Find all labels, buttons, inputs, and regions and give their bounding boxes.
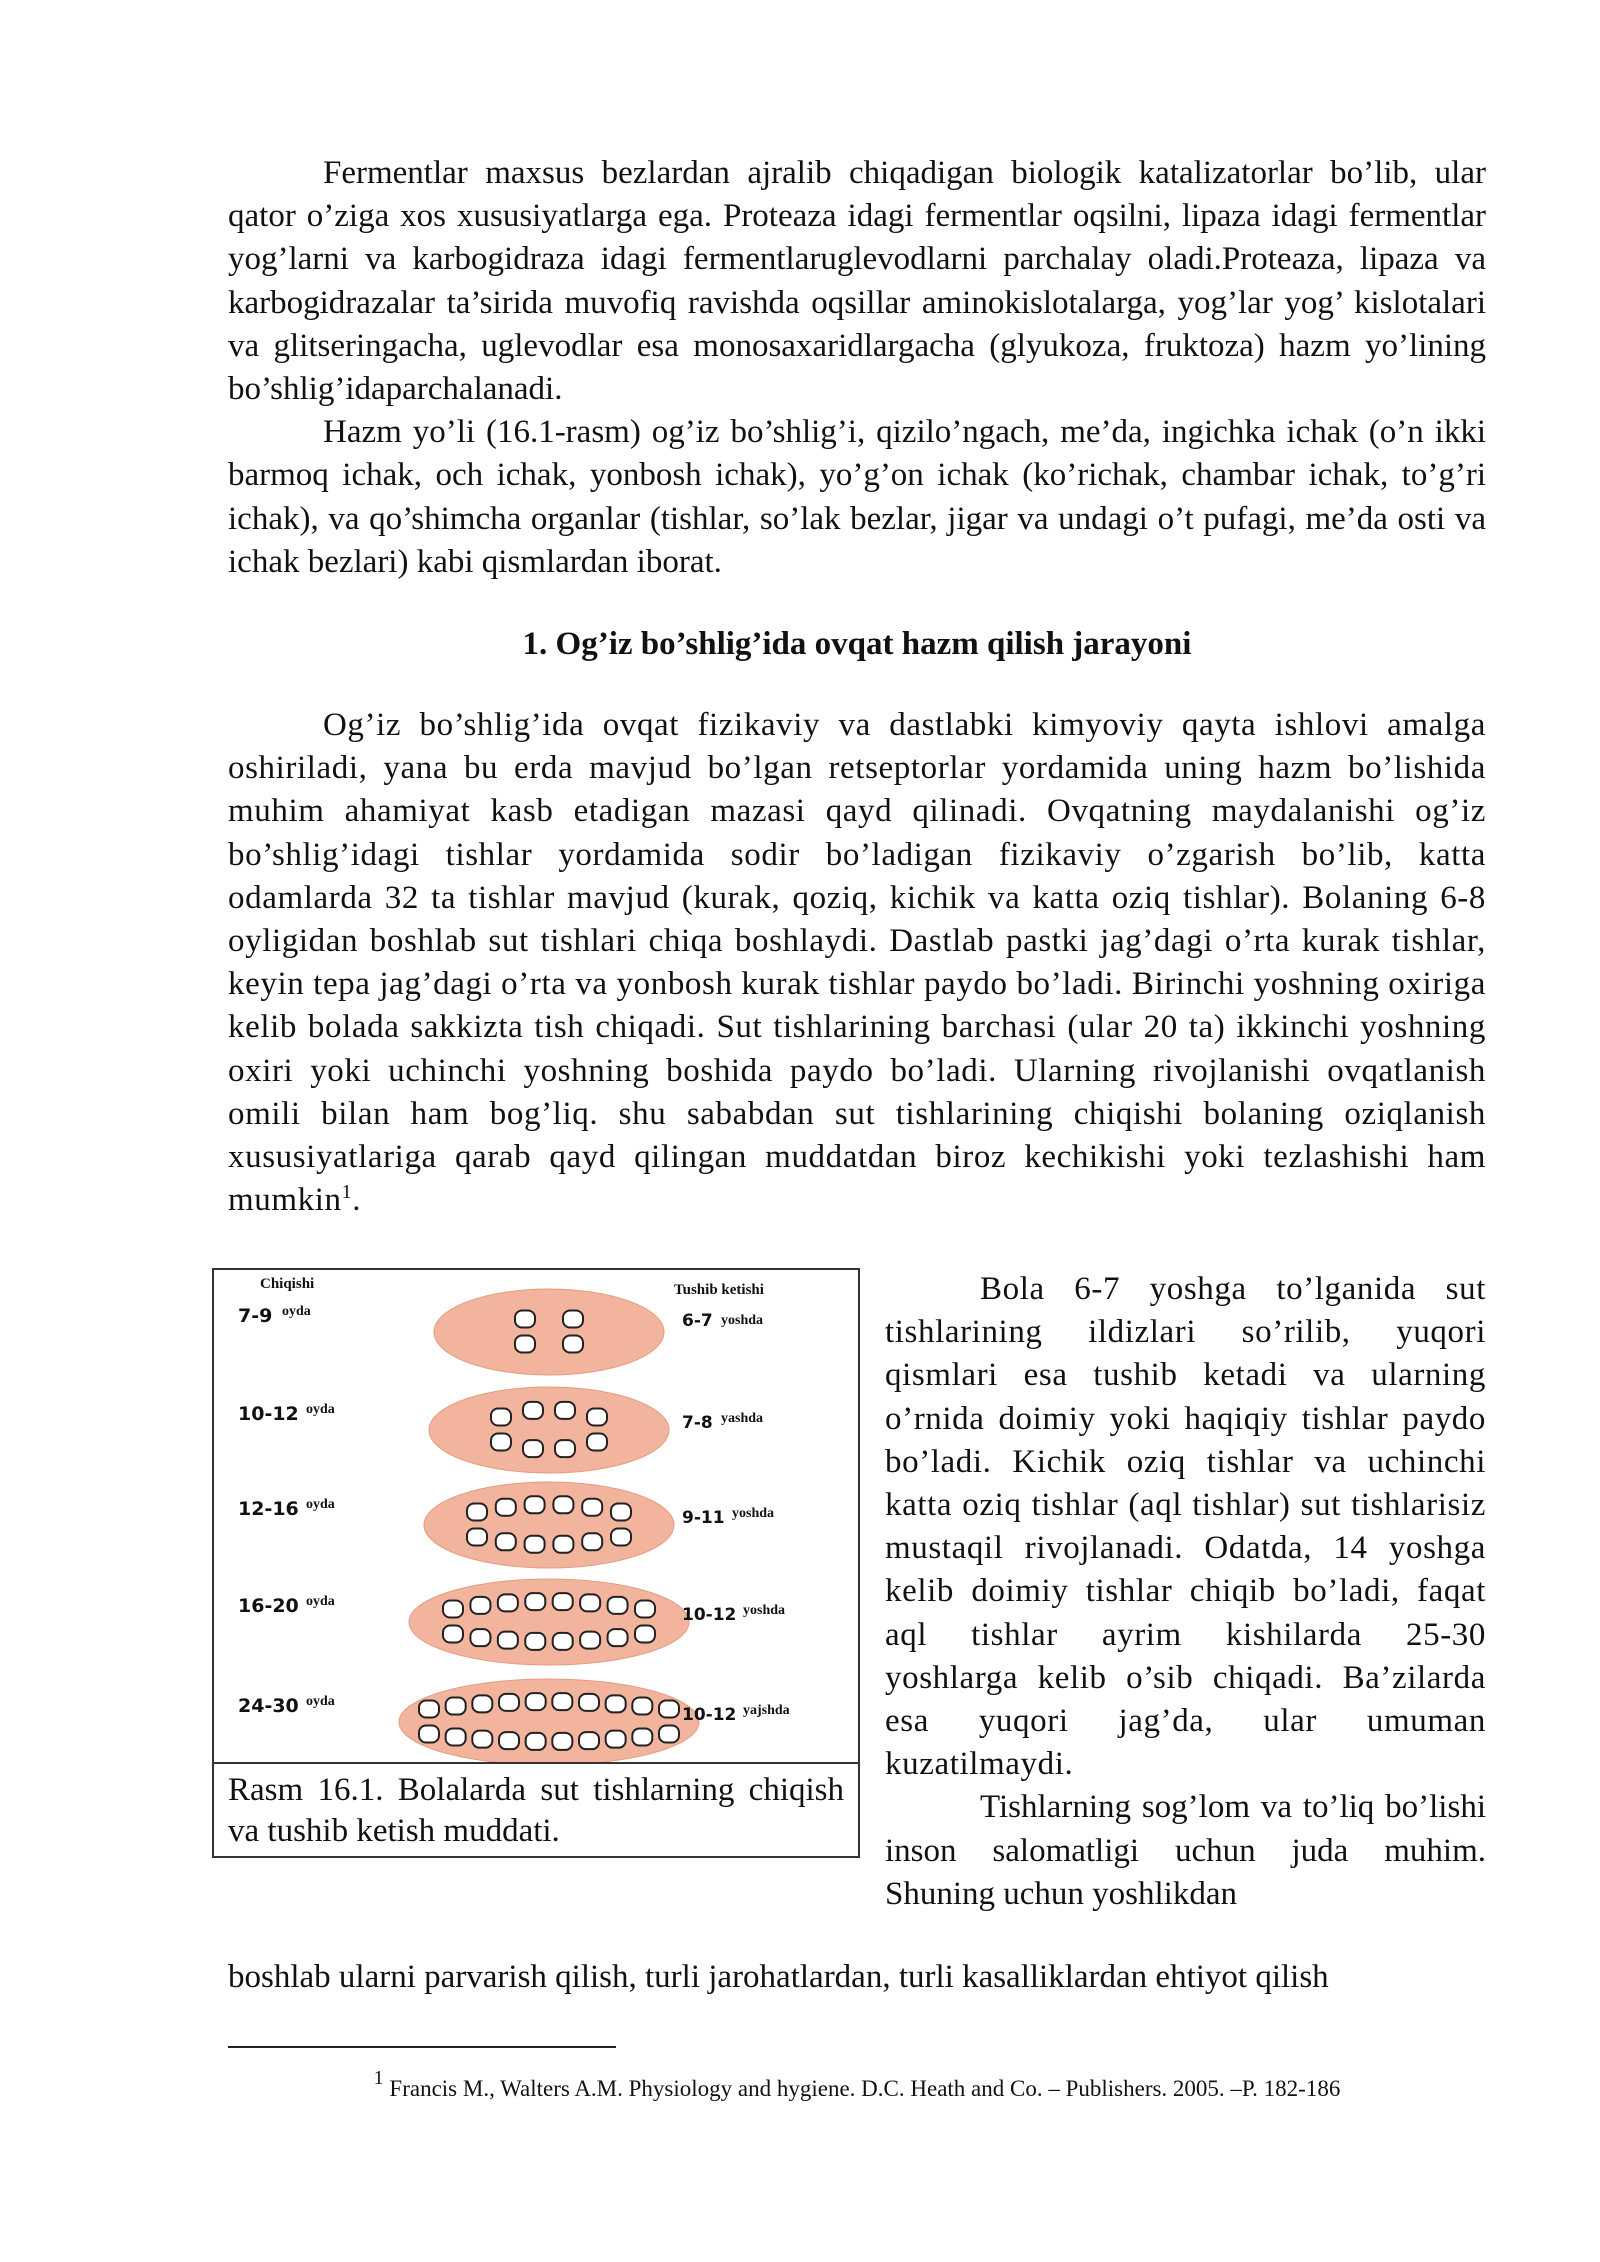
tooth bbox=[467, 1529, 487, 1546]
tooth bbox=[579, 1694, 599, 1711]
tooth bbox=[498, 1594, 518, 1611]
tooth bbox=[553, 1496, 573, 1513]
section-heading: 1. Og’iz bo’shlig’ida ovqat hazm qilish jarayoni bbox=[522, 626, 1192, 662]
tooth bbox=[419, 1701, 439, 1718]
paragraph-teeth-health: Tishlarning sog’lom va to’liq bo’lishi inson salomatligi uchun juda muhim. Shuning uchun yoshlikdan bbox=[885, 1789, 1486, 1912]
header-shedding: Tushib ketishi bbox=[674, 1282, 764, 1298]
tooth bbox=[579, 1732, 599, 1749]
eruption-age-label: 24-30 bbox=[238, 1695, 299, 1717]
tooth bbox=[523, 1440, 543, 1457]
gum-arch bbox=[409, 1579, 689, 1665]
tooth bbox=[498, 1632, 518, 1649]
tooth bbox=[553, 1536, 573, 1553]
tooth bbox=[443, 1626, 463, 1643]
teeth-eruption-diagram bbox=[214, 1270, 858, 1762]
oral-cavity-block bbox=[228, 704, 1486, 1222]
eruption-unit-label: oyda bbox=[306, 1694, 335, 1709]
tooth bbox=[587, 1434, 607, 1451]
tooth bbox=[446, 1728, 466, 1745]
shedding-age-label: 6-7 bbox=[682, 1311, 713, 1331]
tooth bbox=[515, 1311, 535, 1328]
tooth bbox=[555, 1440, 575, 1457]
paragraph-digestive-tract: Hazm yo’li (16.1-rasm) og’iz bo’shlig’i, qizilo’ngach, me’da, ingichka ichak (o’n ikki barmoq ichak, och ichak, yonbosh ichak), yo’g’on ichak (ko’richak, chambar ichak, to’g’ri ichak), va qo’shimcha organlar (tishlar, so’lak bezlar, jigar va undagi o’t pufagi, me’da osti va ichak bezlari) kabi qismlardan iborat. bbox=[228, 414, 1486, 580]
tooth bbox=[587, 1409, 607, 1426]
side-column bbox=[885, 1268, 1486, 1916]
footnote-text: Francis M., Walters A.M. Physiology and hygiene. D.C. Heath and Co. – Publishers. 2005. –P. 182-186 bbox=[383, 2076, 1341, 2101]
shedding-unit-label: yoshda bbox=[721, 1313, 764, 1328]
shedding-age-label: 7-8 bbox=[682, 1413, 713, 1433]
tooth bbox=[496, 1533, 516, 1550]
paragraph-oral-cavity-text: Og’iz bo’shlig’ida ovqat fizikaviy va dastlabki kimyoviy qayta ishlovi amalga oshiriladi, yana bu erda mavjud bo’lgan retseptorlar yordamida uning hazm bo’lishida muhim ahamiyat kasb etadigan mazasi qayd qilinadi. Ovqatning maydalanishi og’iz bo’shlig’idagi tishlar yordamida sodir bo’ladigan fizikaviy o’zgarish bo’lib, katta odamlarda 32 ta tishlar mavjud (kurak, qoziq, kichik va katta oziq tishlar). Bolaning 6-8 oyligidan boshlab sut tishlari chiqa boshlaydi. Dastlab pastki jag’dagi o’rta kurak tishlar, keyin tepa jag’dagi o’rta va yonbosh kurak tishlar paydo bo’ladi. Birinchi yoshning oxiriga kelib bolada sakkizta tish chiqadi. Sut tishlarining barchasi (ular 20 ta) ikkinchi yoshning oxiri yoki uchinchi yoshning boshida paydo bo’ladi. Ularning rivojlanishi ovqatlanish omili bilan ham bog’liq. shu sababdan sut tishlarining chiqishi bolaning oziqlanish xususiyatlariga qarab qayd qilingan muddatdan biroz kechikishi yoki tezlashishi ham mumkin bbox=[228, 707, 1486, 1219]
tooth bbox=[472, 1731, 492, 1748]
paragraph-oral-cavity bbox=[228, 704, 1486, 1222]
tooth bbox=[526, 1733, 546, 1750]
intro-block bbox=[228, 152, 1486, 584]
tooth bbox=[552, 1693, 572, 1710]
tooth bbox=[580, 1594, 600, 1611]
eruption-unit-label: oyda bbox=[306, 1402, 335, 1417]
shedding-unit-label: yoshda bbox=[743, 1603, 786, 1618]
tooth bbox=[611, 1529, 631, 1546]
teeth-figure bbox=[212, 1268, 860, 1858]
tooth bbox=[443, 1601, 463, 1618]
tooth bbox=[580, 1632, 600, 1649]
tooth bbox=[499, 1732, 519, 1749]
footnote-mark: 1 bbox=[373, 2067, 384, 2089]
eruption-unit-label: oyda bbox=[282, 1304, 311, 1319]
tooth bbox=[563, 1336, 583, 1353]
eruption-age-label: 7-9 bbox=[238, 1305, 273, 1327]
eruption-unit-label: oyda bbox=[306, 1497, 335, 1512]
eruption-age-label: 12-16 bbox=[238, 1498, 299, 1520]
tooth bbox=[632, 1728, 652, 1745]
tooth bbox=[563, 1311, 583, 1328]
shedding-unit-label: yoshda bbox=[732, 1506, 775, 1521]
paragraph-oral-cavity-end: . bbox=[352, 1182, 362, 1219]
header-eruption: Chiqishi bbox=[260, 1276, 315, 1292]
tooth bbox=[608, 1597, 628, 1614]
paragraph-permanent-teeth: Bola 6-7 yoshga to’lganida sut tishlarining ildizlari so’rilib, yuqori qismlari esa tushib ketadi va ularning o’rnida doimiy yoki haqiqiy tishlar paydo bo’ladi. Kichik oziq tishlar va uchinchi katta oziq tishlar (aql tishlar) sut tishlarisiz mustaqil rivojlanadi. Odatda, 14 yoshga kelib doimiy tishlar chiqib bo’ladi, faqat aql tishlar ayrim kishilarda 25-30 yoshlarga kelib o’sib chiqadi. Ba’zilarda esa yuqori jag’da, ular umuman kuzatilmaydi. bbox=[885, 1271, 1486, 1783]
tooth bbox=[555, 1402, 575, 1419]
tooth bbox=[632, 1698, 652, 1715]
tooth bbox=[659, 1701, 679, 1718]
tooth bbox=[525, 1536, 545, 1553]
tooth bbox=[523, 1402, 543, 1419]
tooth bbox=[606, 1731, 626, 1748]
tooth bbox=[470, 1597, 490, 1614]
tooth bbox=[553, 1593, 573, 1610]
tooth bbox=[526, 1693, 546, 1710]
tooth bbox=[635, 1626, 655, 1643]
gum-arch bbox=[424, 1482, 674, 1568]
gum-arch bbox=[429, 1387, 669, 1473]
tooth bbox=[582, 1499, 602, 1516]
tooth bbox=[491, 1434, 511, 1451]
paragraph-enzymes: Fermentlar maxsus bezlardan ajralib chiqadigan biologik katalizatorlar bo’lib, ular qator o’ziga xos xususiyatlarga ega. Proteaza idagi fermentlar oqsilni, lipaza idagi fermentlar yog’larni va karbogidraza idagi fermentlaruglevodlarni parchalay oladi.Proteaza, lipaza va karbogidrazalar ta’sirida muvofiq ravishda oqsillar aminokislotalarga, yog’lar yog’ kislotalari va glitseringacha, uglevodlar esa monosaxaridlargacha (glyukoza, fruktoza) hazm yo’lining bo’shlig’idaparchalanadi. bbox=[228, 155, 1486, 408]
footnote-separator bbox=[228, 2046, 616, 2048]
footnote bbox=[228, 2067, 1486, 2104]
gum-arch bbox=[399, 1679, 699, 1762]
tooth bbox=[491, 1409, 511, 1426]
tooth bbox=[525, 1593, 545, 1610]
footnote-reference[interactable]: 1 bbox=[341, 1181, 353, 1204]
tooth bbox=[608, 1629, 628, 1646]
tooth bbox=[552, 1733, 572, 1750]
eruption-unit-label: oyda bbox=[306, 1594, 335, 1609]
tooth bbox=[470, 1629, 490, 1646]
shedding-unit-label: yashda bbox=[721, 1411, 764, 1426]
tooth bbox=[467, 1504, 487, 1521]
tooth bbox=[496, 1499, 516, 1516]
continued-text: boshlab ularni parvarish qilish, turli jarohatlardan, turli kasalliklardan ehtiyot qilish bbox=[228, 1959, 1329, 1995]
tooth bbox=[419, 1726, 439, 1743]
tooth bbox=[635, 1601, 655, 1618]
tooth bbox=[499, 1694, 519, 1711]
shedding-age-label: 10-12 bbox=[682, 1605, 737, 1625]
eruption-age-label: 16-20 bbox=[238, 1595, 299, 1617]
tooth bbox=[553, 1633, 573, 1650]
tooth bbox=[611, 1504, 631, 1521]
tooth bbox=[446, 1698, 466, 1715]
tooth bbox=[606, 1695, 626, 1712]
tooth bbox=[525, 1633, 545, 1650]
tooth bbox=[472, 1695, 492, 1712]
tooth bbox=[582, 1533, 602, 1550]
figure-caption: Rasm 16.1. Bolalarda sut tishlarning chiqish va tushib ketish muddati. bbox=[214, 1762, 858, 1856]
shedding-unit-label: yajshda bbox=[743, 1703, 790, 1718]
gum-arch bbox=[434, 1289, 664, 1375]
shedding-age-label: 9-11 bbox=[682, 1508, 725, 1528]
eruption-age-label: 10-12 bbox=[238, 1403, 299, 1425]
tooth bbox=[515, 1336, 535, 1353]
tooth bbox=[525, 1496, 545, 1513]
shedding-age-label: 10-12 bbox=[682, 1705, 737, 1725]
tooth bbox=[659, 1726, 679, 1743]
